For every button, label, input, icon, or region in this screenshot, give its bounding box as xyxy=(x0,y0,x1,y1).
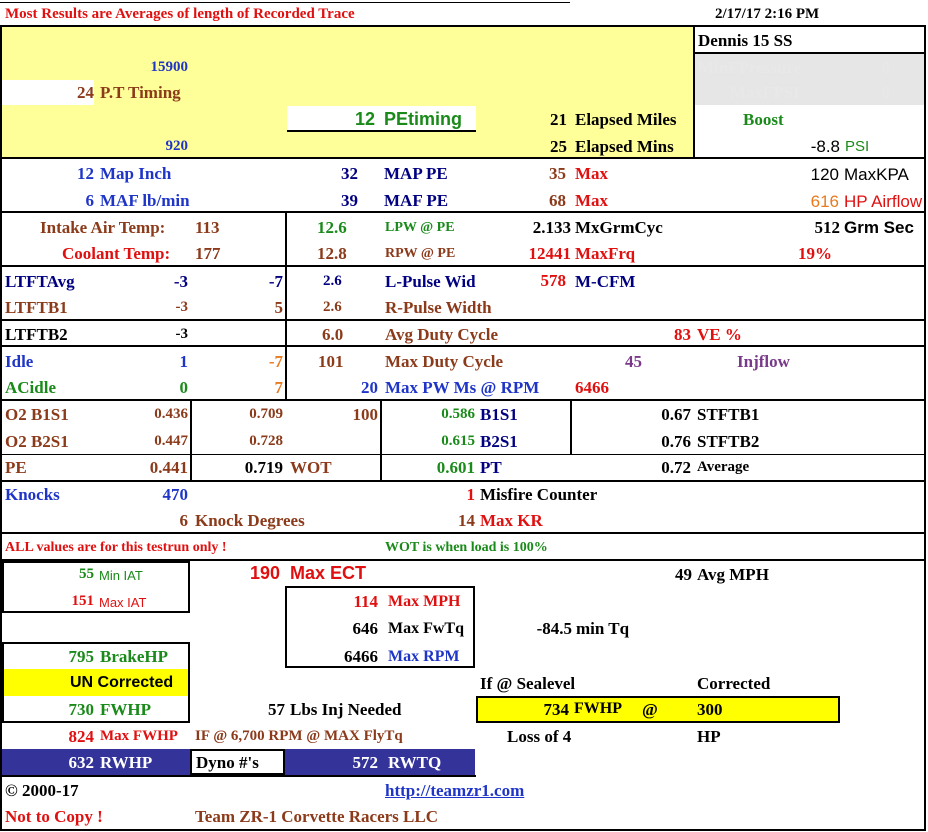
val-920: 920 xyxy=(165,138,188,154)
not-to-copy: Not to Copy ! xyxy=(5,807,103,826)
ltftb1-v2: 5 xyxy=(274,298,283,317)
knock-degrees-label: Knock Degrees xyxy=(195,511,305,530)
maxduty-value: 101 xyxy=(318,352,344,371)
map-pe-value: 32 xyxy=(341,164,358,183)
knock-degrees-value: 6 xyxy=(179,511,188,530)
corrected-label: Corrected xyxy=(697,674,771,693)
avg-mph-label: Avg MPH xyxy=(697,565,769,584)
grmsec-value: 512 xyxy=(814,218,840,237)
hp-label: HP xyxy=(697,727,721,746)
mxgrm-value: 2.133 xyxy=(532,218,571,237)
o2-b2s1-label: O2 B2S1 xyxy=(5,432,69,451)
if-rpm-note: IF @ 6,700 RPM @ MAX FlyTq xyxy=(195,728,403,744)
misfire-value: 1 xyxy=(466,485,475,504)
elapsed-mins-label: Elapsed Mins xyxy=(575,137,674,156)
rpw-value: 12.8 xyxy=(317,244,347,263)
pe-timing-value: 12 xyxy=(354,109,375,129)
max-fwhp-value: 824 xyxy=(68,727,94,746)
avg-mph-value: 49 xyxy=(675,565,692,584)
ltftavg-v2: -7 xyxy=(268,272,283,291)
rwhp-label: RWHP xyxy=(100,753,153,772)
psi-value: -8.8 xyxy=(810,137,840,156)
stftb2-label: STFTB2 xyxy=(697,432,760,451)
max-mph-label: Max MPH xyxy=(388,593,461,610)
min-tq-label: min Tq xyxy=(576,619,630,638)
acidle-label: ACidle xyxy=(5,378,56,397)
pe-label: PE xyxy=(5,458,27,477)
maf-value: 6 xyxy=(85,191,94,210)
acidle-v1: 0 xyxy=(179,378,188,397)
coolant-value: 177 xyxy=(195,244,221,263)
maf-label: MAF lb/min xyxy=(100,191,190,210)
maxfpsi-value: 0 xyxy=(881,83,890,102)
if-sealevel-label: If @ Sealevel xyxy=(480,674,576,693)
at-symbol: @ xyxy=(642,700,658,719)
rwtq-label: RWTQ xyxy=(388,753,442,772)
pct-value: 19% xyxy=(798,244,832,263)
knocks-label: Knocks xyxy=(5,485,60,504)
rwtq-value: 572 xyxy=(352,753,378,772)
pe-v2: 0.719 xyxy=(244,458,283,477)
inj-needed-value: 57 xyxy=(268,700,285,719)
corrected-fwhp-label: FWHP xyxy=(574,700,622,717)
maxkpa-value: 120 xyxy=(810,165,839,184)
lpulse-value: 2.6 xyxy=(323,273,342,289)
maxkr-value: 14 xyxy=(458,511,475,530)
o2-b1s1-label2: B1S1 xyxy=(480,405,518,424)
maf-max-value: 68 xyxy=(549,191,566,210)
o2-b1s1-v1: 0.436 xyxy=(154,406,188,422)
iat-value: 113 xyxy=(195,218,220,237)
copyright: © 2000-17 xyxy=(5,781,79,800)
min-tq-value: -84.5 xyxy=(536,619,572,638)
dyno-label: Dyno #'s xyxy=(196,753,259,772)
maxpw-rpm: 6466 xyxy=(575,378,609,397)
lpw-label: LPW @ PE xyxy=(385,220,455,235)
avgduty-label: Avg Duty Cycle xyxy=(385,325,498,344)
rwtq-box xyxy=(285,749,475,775)
pe-timing-label: PEtiming xyxy=(384,109,463,129)
min-iat-value: 55 xyxy=(79,566,94,582)
max-fwtq-value: 646 xyxy=(352,619,378,638)
hp-airflow-value: 616 xyxy=(810,192,839,211)
rwhp-box xyxy=(2,749,190,775)
max-iat-value: 151 xyxy=(71,593,94,609)
mxgrm-label: MxGrmCyc xyxy=(575,218,663,237)
map-max-value: 35 xyxy=(549,164,566,183)
minfp-value: 0 xyxy=(881,58,890,77)
max-rpm-label: Max RPM xyxy=(388,648,460,665)
ltftavg-label: LTFTAvg xyxy=(5,272,75,291)
rpulse-label: R-Pulse Width xyxy=(385,298,492,317)
injflow-value: 45 xyxy=(625,352,642,371)
maf-max-label: Max xyxy=(575,191,609,210)
pt-label: PT xyxy=(480,458,502,477)
ltftb1-label: LTFTB1 xyxy=(5,298,68,317)
pt-timing-value: 24 xyxy=(77,83,94,102)
map-pe-label: MAP PE xyxy=(384,164,448,183)
maxkpa-label: MaxKPA xyxy=(844,165,909,184)
injflow-label: Injflow xyxy=(737,352,790,371)
corrected-fwhp-box xyxy=(476,696,840,723)
o2-b2s1-v4: 0.615 xyxy=(441,433,475,449)
average-label: Average xyxy=(697,459,750,475)
rpw-label: RPW @ PE xyxy=(385,246,456,261)
min-iat-label: Min IAT xyxy=(99,568,143,583)
maxduty-label: Max Duty Cycle xyxy=(385,352,504,371)
minfp-label: MinFPressure xyxy=(698,58,802,77)
o2-b1s1-label: O2 B1S1 xyxy=(5,405,69,424)
elapsed-mins-value: 25 xyxy=(550,137,567,156)
fwhp-label: FWHP xyxy=(100,700,151,719)
ve-value: 83 xyxy=(674,325,691,344)
avgduty-value: 6.0 xyxy=(322,325,344,344)
idle-v2: -7 xyxy=(268,352,283,371)
stftb2-value: 0.76 xyxy=(661,432,691,451)
iat-label: Intake Air Temp: xyxy=(40,218,166,237)
mcfm-value: 578 xyxy=(540,271,566,290)
maxpw-value: 20 xyxy=(361,378,378,397)
stftb1-value: 0.67 xyxy=(661,405,691,424)
team-name: Team ZR-1 Corvette Racers LLC xyxy=(195,807,438,826)
pe-v1: 0.441 xyxy=(149,458,188,477)
maxfrq-value: 12441 xyxy=(528,244,571,263)
uncorrected-label: UN Corrected xyxy=(70,674,174,691)
max-mph-value: 114 xyxy=(353,592,378,611)
all-values-note: ALL values are for this testrun only ! xyxy=(5,540,227,555)
knocks-value: 470 xyxy=(162,485,188,504)
max-fwtq-label: Max FwTq xyxy=(388,620,464,637)
inj-needed-label: Lbs Inj Needed xyxy=(290,700,402,719)
mcfm-label: M-CFM xyxy=(575,272,636,291)
stftb1-label: STFTB1 xyxy=(697,405,760,424)
rpm-value: 15900 xyxy=(150,59,188,75)
max-fwhp-label: Max FWHP xyxy=(100,728,178,744)
maxkr-label: Max KR xyxy=(480,511,543,530)
acidle-v2: 7 xyxy=(274,378,283,397)
maf-pe-label: MAF PE xyxy=(384,191,449,210)
ltftb2-label: LTFTB2 xyxy=(5,325,68,344)
min-iat-box xyxy=(2,561,190,613)
hp-airflow-label: HP Airflow xyxy=(844,192,923,211)
coolant-label: Coolant Temp: xyxy=(62,244,171,263)
elapsed-miles-label: Elapsed Miles xyxy=(575,110,677,129)
wot-note: WOT is when load is 100% xyxy=(385,540,548,555)
header-title: Most Results are Averages of length of Recorded Trace xyxy=(5,6,355,22)
maxfpsi-label: MaxFPSI xyxy=(730,83,800,102)
brakehp-label: BrakeHP xyxy=(100,647,168,666)
o2-b1s1-v3: 100 xyxy=(352,405,378,424)
map-inch-label: Map Inch xyxy=(100,164,172,183)
ve-label: VE % xyxy=(697,325,742,344)
max-ect-label: Max ECT xyxy=(290,563,367,583)
o2-b2s1-label2: B2S1 xyxy=(480,432,518,451)
max-rpm-value: 6466 xyxy=(344,647,378,666)
max-iat-label: Max IAT xyxy=(99,595,147,610)
o2-b1s1-v4: 0.586 xyxy=(441,406,475,422)
brakehp-value: 795 xyxy=(68,647,94,666)
corrected-fwhp-value: 734 xyxy=(543,700,569,719)
lpw-value: 12.6 xyxy=(317,218,347,237)
ltftb1-v1: -3 xyxy=(175,299,188,315)
idle-label: Idle xyxy=(5,352,34,371)
ltftavg-v1: -3 xyxy=(173,272,188,291)
pt-timing-label: P.T Timing xyxy=(100,83,181,102)
maf-pe-value: 39 xyxy=(341,191,358,210)
boost-label: Boost xyxy=(743,110,784,129)
wot-label: WOT xyxy=(290,458,332,477)
max-ect-value: 190 xyxy=(250,563,281,583)
psi-label: PSI xyxy=(845,138,870,155)
o2-b2s1-v1: 0.447 xyxy=(154,433,188,449)
o2-b1s1-v2: 0.709 xyxy=(249,406,283,422)
o2-b2s1-v2: 0.728 xyxy=(249,433,283,449)
driver-name: Dennis 15 SS xyxy=(698,31,793,50)
grmsec-label: Grm Sec xyxy=(844,218,914,237)
average-value: 0.72 xyxy=(661,458,691,477)
lpulse-label: L-Pulse Wid xyxy=(385,272,476,291)
map-max-label: Max xyxy=(575,164,609,183)
idle-v1: 1 xyxy=(179,352,188,371)
ltftb2-v1: -3 xyxy=(175,326,188,342)
maxfrq-label: MaxFrq xyxy=(575,244,636,263)
loss-label: Loss of 4 xyxy=(507,727,572,746)
teamzr1-link[interactable]: http://teamzr1.com xyxy=(385,781,525,800)
misfire-label: Misfire Counter xyxy=(480,485,598,504)
pt-value: 0.601 xyxy=(436,458,475,477)
fwhp-value: 730 xyxy=(68,700,94,719)
map-inch-value: 12 xyxy=(77,164,94,183)
elapsed-miles-value: 21 xyxy=(550,110,567,129)
header-datetime: 2/17/17 2:16 PM xyxy=(715,6,820,22)
corrected-value: 300 xyxy=(697,700,723,719)
rwhp-value: 632 xyxy=(68,753,94,772)
maxpw-label: Max PW Ms @ RPM xyxy=(385,378,540,397)
rpulse-value: 2.6 xyxy=(323,299,342,315)
